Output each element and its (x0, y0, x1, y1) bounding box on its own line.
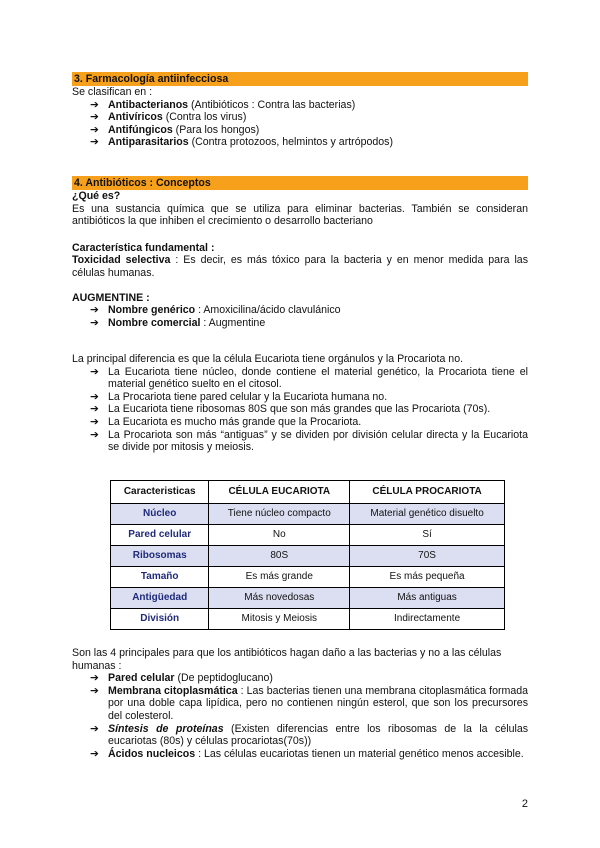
table-cell: No (209, 525, 350, 546)
table-cell: Tamaño (111, 567, 209, 588)
table-cell: Es más grande (209, 567, 350, 588)
arrow-icon: ➔ (90, 123, 99, 136)
table-row (111, 588, 505, 609)
arrow-icon: ➔ (90, 672, 99, 685)
section-3-intro: Se clasifican en : (72, 86, 153, 98)
table-cell: Pared celular (111, 525, 209, 546)
list-item: ➔ Nombre comercial : Augmentine (90, 316, 266, 329)
table-cell: Núcleo (111, 504, 209, 525)
table-header: CÉLULA PROCARIOTA (350, 481, 505, 504)
table-cell: Mitosis y Meiosis (209, 609, 350, 630)
table-cell: Sí (350, 525, 505, 546)
classification-list (72, 99, 528, 149)
what-is-heading: ¿Qué es? (72, 190, 121, 202)
table-cell: Indirectamente (350, 609, 505, 630)
augmentine-heading: AUGMENTINE : (72, 291, 150, 304)
list-item: ➔ La Eucariota es mucho más grande que la Procariota. (90, 415, 362, 428)
list-item: ➔ Antiparasitarios (Contra protozoos, helmintos y artrópodos) (90, 136, 393, 149)
differences-list (72, 366, 528, 454)
arrow-icon: ➔ (90, 722, 99, 735)
list-item: ➔ Antibacterianos (Antibióticos : Contra las bacterias) (90, 98, 356, 111)
targets-list (72, 672, 528, 760)
page-number: 2 (521, 798, 528, 810)
targets-intro: Son las 4 principales para que los antibióticos hagan daño a las bacterias y no a las células humanas : (72, 647, 502, 672)
list-item: ➔ Antifúngicos (Para los hongos) (90, 123, 260, 136)
table-cell: División (111, 609, 209, 630)
augmentine-list (72, 304, 528, 329)
table-cell: Más novedosas (209, 588, 350, 609)
definition-text: Es una sustancia química que se utiliza para eliminar bacterias. También se consideran antibióticos la que inhiben el crecimiento o desarrollo bacteriano (72, 202, 528, 228)
list-item: ➔ Antivíricos (Contra los virus) (90, 111, 247, 124)
list-item: ➔ La Eucariota tiene núcleo, donde contiene el material genético, la Procariota tiene el material genético suelto en el citosol. (90, 365, 528, 391)
arrow-icon: ➔ (90, 316, 99, 329)
characteristic-heading: Característica fundamental : (72, 241, 215, 254)
arrow-icon: ➔ (90, 684, 99, 697)
arrow-icon: ➔ (90, 415, 99, 428)
toxicity-text: Toxicidad selectiva : Es decir, es más tóxico para la bacteria y en menor medida para las células humanas. (72, 254, 528, 279)
table-cell: Material genético disuelto (350, 504, 505, 525)
section-3-header: 3. Farmacología antiinfecciosa (72, 72, 528, 86)
arrow-icon: ➔ (90, 390, 99, 403)
table-header: CÉLULA EUCARIOTA (209, 481, 350, 504)
section-3 (72, 72, 528, 149)
table-cell: Tiene núcleo compacto (209, 504, 350, 525)
table-header-row (111, 481, 505, 504)
table-cell: Es más pequeña (350, 567, 505, 588)
differences-intro: La principal diferencia es que la célula Eucariota tiene orgánulos y la Procariota no. (72, 353, 464, 365)
section-4 (72, 176, 528, 329)
table-cell: Antigüedad (111, 588, 209, 609)
arrow-icon: ➔ (90, 403, 99, 416)
list-item: ➔ Síntesis de proteínas (Existen diferencias entre los ribosomas de la la células eucariotas (80s) y células procariotas(70s)) (90, 722, 529, 748)
list-item: ➔ Ácidos nucleicos : Las células eucariotas tienen un material genético menos accesible. (90, 747, 524, 760)
list-item: ➔ Membrana citoplasmática : Las bacterias tienen una membrana citoplasmática formada por una doble capa lipídica, pero no contienen ningún esterol, que son los precursores del colesterol. (90, 684, 528, 722)
table-row (111, 504, 505, 525)
table-row (111, 609, 505, 630)
table-cell: Ribosomas (111, 546, 209, 567)
table-row (111, 546, 505, 567)
table-cell: Más antiguas (350, 588, 505, 609)
arrow-icon: ➔ (90, 365, 99, 378)
table-row (111, 567, 505, 588)
list-item: ➔ Nombre genérico : Amoxicilina/ácido clavulánico (90, 304, 341, 317)
arrow-icon: ➔ (90, 111, 99, 124)
differences-block (72, 353, 528, 454)
list-item: ➔ La Procariota tiene pared celular y la Eucariota humana no. (90, 390, 388, 403)
arrow-icon: ➔ (90, 428, 99, 441)
list-item: ➔ La Eucariota tiene ribosomas 80S que son más grandes que las Procariota (70s). (90, 403, 491, 416)
list-item: ➔ La Procariota son más “antiguas” y se dividen por división celular directa y la Eucariota se divide por mitosis y meiosis. (90, 428, 528, 454)
comparison-table (110, 480, 505, 630)
arrow-icon: ➔ (90, 136, 99, 149)
section-4-header: 4. Antibióticos : Conceptos (72, 176, 528, 190)
list-item: ➔ Pared celular (De peptidoglucano) (90, 672, 273, 685)
targets-block (72, 647, 528, 760)
table-cell: 70S (350, 546, 505, 567)
table-cell: 80S (209, 546, 350, 567)
arrow-icon: ➔ (90, 98, 99, 111)
table-row (111, 525, 505, 546)
arrow-icon: ➔ (90, 304, 99, 317)
table-header: Caracteristicas (111, 481, 209, 504)
arrow-icon: ➔ (90, 747, 99, 760)
